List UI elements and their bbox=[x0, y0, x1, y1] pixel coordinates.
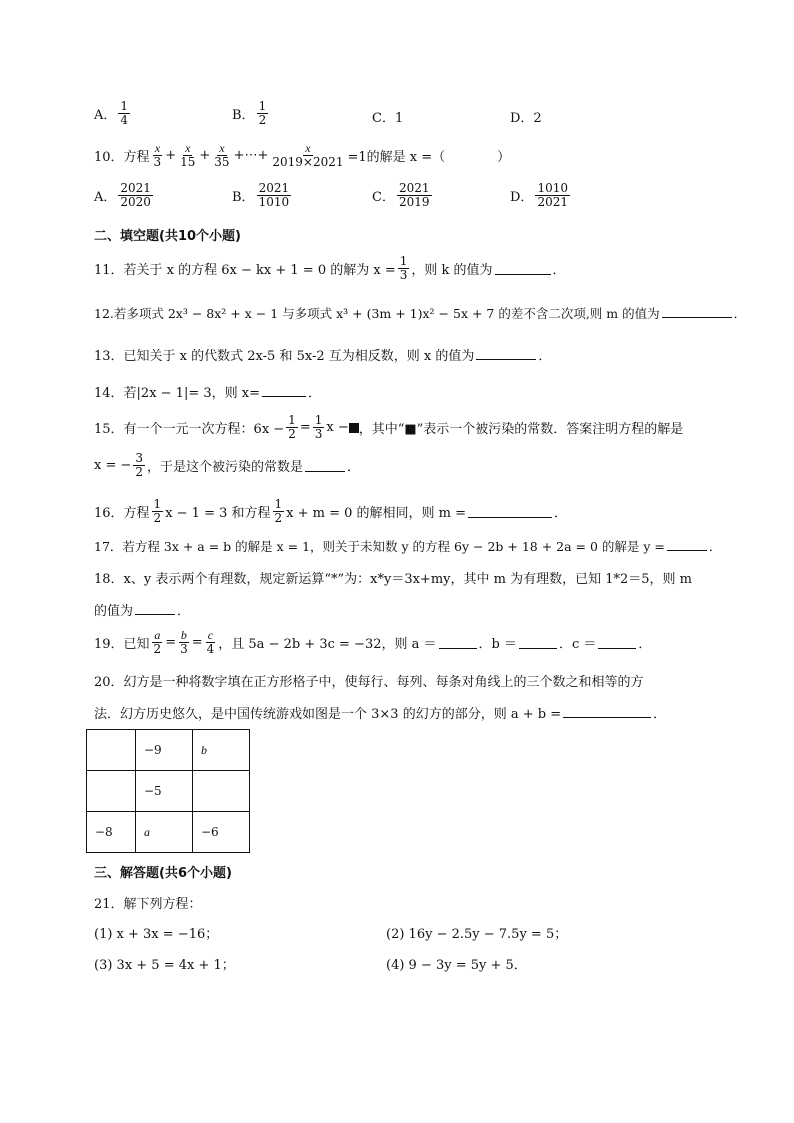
question-text: x = − bbox=[94, 458, 132, 473]
numerator: 1010 bbox=[537, 181, 568, 195]
question-20-line2 bbox=[94, 705, 666, 724]
denominator: 2 bbox=[274, 511, 283, 525]
table-cell: −8 bbox=[87, 812, 136, 853]
question-text: x − bbox=[326, 420, 349, 435]
question-19: 19．已知 $\frac{a}{2}$ = $\frac{b}{3}$ = $\frac{c}{4}$ ，且 5a − 2b + 3c = −32，则 a ＝ ．b ＝ ．c ＝ ． bbox=[94, 628, 652, 656]
denominator: 4 bbox=[120, 113, 129, 127]
denominator: 1010 bbox=[258, 195, 290, 209]
table-row bbox=[87, 730, 250, 771]
answer-blank[interactable] bbox=[468, 505, 552, 518]
question-15-line2 bbox=[94, 452, 360, 479]
q9-option-c bbox=[372, 107, 403, 126]
fraction bbox=[535, 182, 570, 209]
question-text: 16．方程 bbox=[94, 506, 150, 521]
table-cell: a bbox=[136, 812, 193, 853]
option-label: A． bbox=[94, 108, 117, 123]
numerator: x bbox=[305, 141, 311, 155]
answer-blank-a[interactable] bbox=[439, 636, 477, 649]
numerator: 1 bbox=[288, 413, 296, 427]
option-label: C． bbox=[372, 190, 395, 205]
numerator: 1 bbox=[314, 413, 323, 427]
answer-blank-c[interactable] bbox=[598, 636, 636, 649]
table-row bbox=[87, 771, 250, 812]
denominator: 2021 bbox=[537, 195, 568, 209]
denominator: 3 bbox=[399, 268, 408, 282]
q10-option-a bbox=[94, 182, 155, 209]
numerator: x bbox=[185, 141, 191, 155]
fraction bbox=[398, 255, 410, 282]
question-text: 14．若|2x − 1|= 3，则 x= bbox=[94, 386, 260, 401]
fraction bbox=[118, 100, 130, 127]
question-18: 18．x、y 表示两个有理数，规定新运算“*”为：x*y＝3x+my，其中 m 为有理数，已知 1*2＝5，则 m bbox=[94, 572, 692, 587]
q9-option-d bbox=[510, 107, 542, 126]
numerator: 2021 bbox=[398, 181, 430, 195]
stain-block-icon bbox=[349, 423, 359, 433]
numerator: 1 bbox=[120, 99, 129, 113]
option-label: B． bbox=[232, 190, 255, 205]
question-text: 19．已知 bbox=[94, 637, 150, 652]
equals-sign: = bbox=[299, 420, 311, 435]
fraction bbox=[286, 414, 298, 441]
question-14 bbox=[94, 384, 321, 403]
denominator: 2 bbox=[258, 113, 267, 127]
fraction bbox=[152, 629, 164, 656]
punctuation: ． bbox=[638, 637, 652, 652]
question-text: ，于是这个被污染的常数是 bbox=[147, 460, 304, 475]
answer-blank[interactable] bbox=[495, 262, 551, 275]
table-cell: −6 bbox=[193, 812, 250, 853]
numerator: 2021 bbox=[120, 181, 151, 195]
question-text: 17．若方程 3x + a = b 的解是 x = 1，则关于未知数 y 的方程 6y − 2b + 18 + 2a = 0 的解是 y = bbox=[94, 539, 665, 554]
numerator: 1 bbox=[258, 99, 267, 113]
numerator: b bbox=[180, 628, 187, 642]
question-13 bbox=[94, 347, 551, 366]
question-17 bbox=[94, 538, 721, 556]
fraction bbox=[178, 629, 190, 656]
question-text: x − 1 = 3 和方程 bbox=[165, 506, 271, 521]
numerator: 1 bbox=[399, 254, 408, 268]
answer-blank[interactable] bbox=[667, 538, 707, 551]
numerator: 1 bbox=[274, 497, 283, 511]
option-label: B． bbox=[232, 108, 255, 123]
denominator: 2019 bbox=[398, 195, 430, 209]
q10-option-c bbox=[372, 182, 434, 209]
section-title-solutions: 三、解答题(共6个小题) bbox=[94, 866, 232, 881]
q21-part-1: (1) x + 3x = −16； bbox=[94, 927, 219, 942]
question-15 bbox=[94, 414, 683, 441]
fraction bbox=[397, 182, 432, 209]
fraction bbox=[133, 452, 145, 479]
question-text: =1的解是 x =（ ） bbox=[347, 150, 511, 165]
punctuation: ． bbox=[177, 604, 191, 619]
magic-square-table bbox=[86, 729, 250, 853]
q21-part-3: (3) 3x + 5 = 4x + 1； bbox=[94, 958, 235, 973]
question-20: 20．幻方是一种将数字填在正方形格子中，使每行、每列、每条对角线上的三个数之和相等的方 bbox=[94, 675, 644, 690]
fraction bbox=[273, 498, 285, 525]
answer-blank[interactable] bbox=[135, 602, 175, 615]
numerator: c bbox=[207, 628, 214, 642]
question-text: 15．有一个一元一次方程：6x − bbox=[94, 422, 285, 437]
question-text: 法．幻方历史悠久，是中国传统游戏如图是一个 3×3 的幻方的部分，则 a + b = bbox=[94, 707, 562, 722]
fraction bbox=[257, 100, 269, 127]
denominator: 2 bbox=[153, 642, 162, 656]
numerator: 2021 bbox=[258, 181, 290, 195]
table-cell bbox=[87, 771, 136, 812]
question-text: 的值为 bbox=[94, 604, 134, 619]
table-cell bbox=[193, 771, 250, 812]
numerator: a bbox=[154, 628, 161, 642]
denominator: 2 bbox=[288, 427, 296, 441]
denominator: 2019×2021 bbox=[272, 155, 344, 169]
q10-stem: 10．方程 $\frac{x}{3}$ + $\frac{x}{15}$ + $\frac{x}{35}$ +⋯+ $\frac{x}{2019\times 2021}$ =1的解是 x =（ ） bbox=[94, 141, 511, 169]
question-text: 10．方程 bbox=[94, 150, 150, 165]
question-text: 13．已知关于 x 的代数式 2x-5 和 5x-2 互为相反数，则 x 的值为 bbox=[94, 349, 475, 364]
numerator: 1 bbox=[153, 497, 162, 511]
question-text: ．b ＝ bbox=[478, 637, 517, 652]
option-text: C．1 bbox=[372, 111, 404, 126]
option-text: D．2 bbox=[510, 111, 542, 126]
fraction bbox=[313, 414, 325, 441]
question-text: ．c ＝ bbox=[558, 637, 597, 652]
fraction bbox=[212, 142, 231, 169]
answer-blank-b[interactable] bbox=[519, 636, 557, 649]
table-cell: −9 bbox=[136, 730, 193, 771]
option-label: A． bbox=[94, 190, 117, 205]
q21-part-4: (4) 9 − 3y = 5y + 5． bbox=[386, 958, 527, 973]
fraction bbox=[205, 629, 217, 656]
denominator: 35 bbox=[214, 155, 230, 169]
option-label: D． bbox=[510, 190, 534, 205]
punctuation: ． bbox=[708, 539, 722, 554]
denominator: 2020 bbox=[120, 195, 151, 209]
ellipsis: +⋯+ bbox=[233, 148, 269, 163]
punctuation: ． bbox=[538, 349, 552, 364]
fraction bbox=[257, 182, 292, 209]
fraction bbox=[152, 142, 164, 169]
denominator: 3 bbox=[314, 427, 323, 441]
section-title-fill-in: 二、填空题(共10个小题) bbox=[94, 229, 241, 244]
q10-option-b bbox=[232, 182, 293, 209]
numerator: x bbox=[219, 141, 225, 155]
question-text: 11．若关于 x 的方程 6x − kx + 1 = 0 的解为 x = bbox=[94, 263, 396, 278]
punctuation: ． bbox=[554, 506, 568, 521]
question-text: 12.若多项式 2x³ − 8x² + x − 1 与多项式 x³ + (3m + 1)x² − 5x + 7 的差不含二次项,则 m 的值为 bbox=[94, 306, 660, 321]
punctuation: ． bbox=[552, 263, 566, 278]
table-row bbox=[87, 812, 250, 853]
question-18-line2 bbox=[94, 602, 190, 621]
denominator: 3 bbox=[180, 642, 188, 656]
question-11 bbox=[94, 255, 566, 282]
punctuation: ． bbox=[347, 460, 361, 475]
denominator: 2 bbox=[153, 511, 162, 525]
question-text: x + m = 0 的解相同，则 m = bbox=[286, 506, 467, 521]
question-text: ，则 k 的值为 bbox=[411, 263, 493, 278]
numerator: x bbox=[154, 141, 161, 155]
denominator: 15 bbox=[180, 155, 196, 169]
q21-part-2: (2) 16y − 2.5y − 7.5y = 5； bbox=[386, 927, 568, 942]
fraction bbox=[152, 498, 164, 525]
question-16 bbox=[94, 498, 567, 525]
q9-option-b bbox=[232, 100, 270, 127]
fraction bbox=[178, 142, 197, 169]
denominator: 4 bbox=[206, 642, 215, 656]
answer-blank[interactable] bbox=[662, 305, 732, 318]
q9-option-a bbox=[94, 100, 132, 127]
answer-blank[interactable] bbox=[476, 347, 536, 360]
answer-blank[interactable] bbox=[262, 384, 306, 397]
punctuation: ． bbox=[733, 306, 747, 321]
table-cell: −5 bbox=[136, 771, 193, 812]
answer-blank[interactable] bbox=[305, 459, 345, 472]
q10-option-d bbox=[510, 182, 572, 209]
question-text: ，且 5a − 2b + 3c = −32，则 a ＝ bbox=[218, 637, 437, 652]
punctuation: ． bbox=[308, 386, 322, 401]
table-cell: b bbox=[193, 730, 250, 771]
numerator: 3 bbox=[135, 451, 144, 465]
question-text: ，其中“■”表示一个被污染的常数．答案注明方程的解是 bbox=[358, 422, 684, 437]
fraction bbox=[118, 182, 153, 209]
table-cell bbox=[87, 730, 136, 771]
denominator: 2 bbox=[135, 465, 144, 479]
fraction bbox=[270, 142, 345, 169]
question-21: 21．解下列方程： bbox=[94, 897, 202, 912]
answer-blank[interactable] bbox=[563, 705, 651, 718]
question-12 bbox=[94, 305, 746, 323]
denominator: 3 bbox=[153, 155, 162, 169]
punctuation: ． bbox=[653, 707, 667, 722]
